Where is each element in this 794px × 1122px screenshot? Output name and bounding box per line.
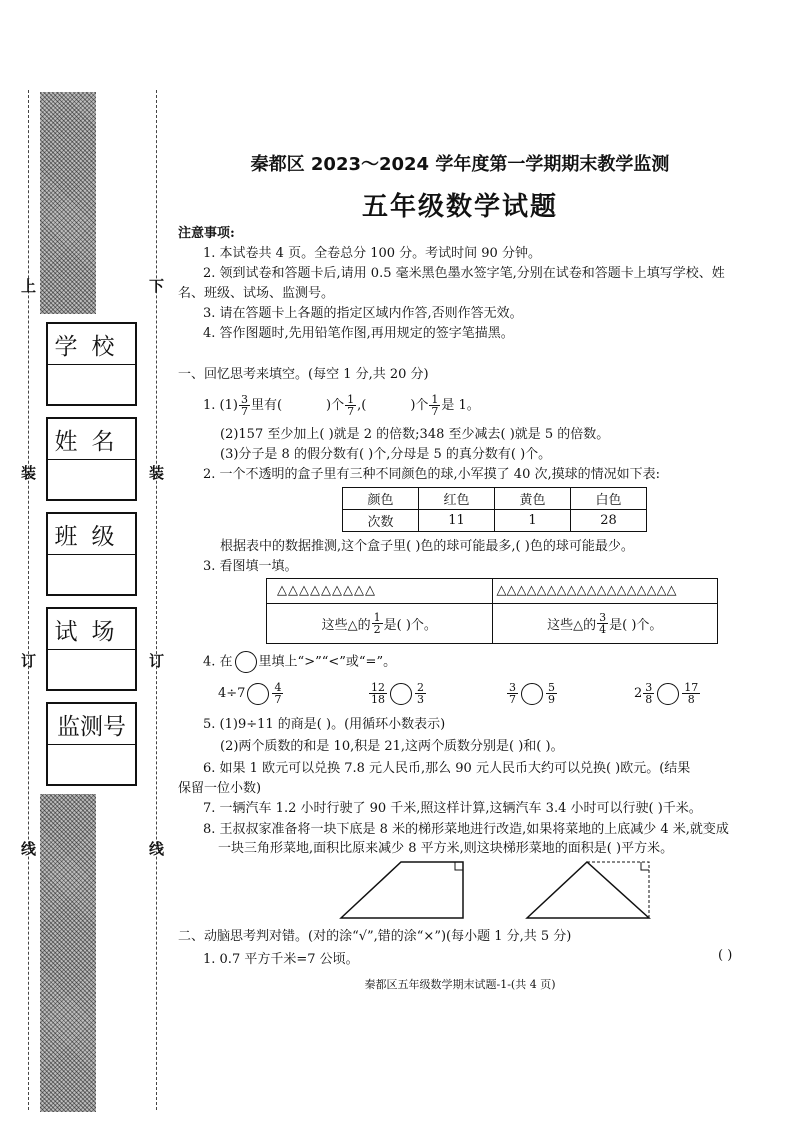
side-label-xian-left: 线 bbox=[21, 840, 37, 858]
name-label: 姓名 bbox=[48, 419, 135, 460]
fraction: $\frac{12}{18}$ bbox=[371, 681, 385, 706]
side-label-ding-right: 订 bbox=[149, 652, 165, 670]
question-8-line1: 8. 王叔叔家准备将一块下底是 8 米的梯形菜地进行改造,如果将菜地的上底减少 4 米,就变成 bbox=[203, 822, 729, 837]
question-1-1: 1. (1) $\frac{3}{7}$ 里有( )个 $\frac{1}{7}$ ,( )个 $\frac{1}{7}$ 是 1。 bbox=[203, 393, 480, 418]
table-row bbox=[343, 488, 647, 510]
binding-pattern-top bbox=[40, 92, 96, 314]
class-box[interactable] bbox=[46, 512, 137, 596]
question-7: 7. 一辆汽车 1.2 小时行驶了 90 千米,照这样计算,这辆汽车 3.4 小时可以行驶( )千米。 bbox=[203, 801, 702, 816]
side-label-zhuang-right: 装 bbox=[149, 464, 165, 482]
table-cell: 1 bbox=[495, 510, 571, 532]
note-item: 4. 答作图题时,先用铅笔作图,再用规定的签字笔描黑。 bbox=[203, 326, 514, 341]
side-label-shang: 上 bbox=[21, 277, 37, 295]
section1-heading: 一、回忆思考来填空。(每空 1 分,共 20 分) bbox=[178, 367, 429, 382]
question-4: 4. 在 里填上“>”“<”或“=”。 bbox=[203, 651, 396, 674]
compare-item-d: 2 $\frac{3}{8}$ $\frac{17}{8}$ bbox=[634, 681, 699, 706]
school-box[interactable] bbox=[46, 322, 137, 406]
question-8-line2: 一块三角形菜地,面积比原来减少 8 平方米,则这块梯形菜地的面积是( )平方米。 bbox=[218, 841, 674, 856]
fraction: $\frac{1}{7}$ bbox=[347, 393, 355, 418]
table-cell: 11 bbox=[419, 510, 495, 532]
ball-color-table bbox=[342, 487, 647, 532]
school-label: 学校 bbox=[48, 324, 135, 365]
fraction: $\frac{1}{2}$ bbox=[373, 611, 381, 636]
compare-item-a: 4÷7 $\frac{4}{7}$ bbox=[218, 681, 282, 706]
judge-question-1: 1. 0.7 平方千米=7 公顷。 bbox=[203, 952, 359, 967]
compare-circle-icon[interactable] bbox=[247, 683, 269, 705]
question-2: 2. 一个不透明的盒子里有三种不同颜色的球,小军摸了 40 次,摸球的情况如下表: bbox=[203, 467, 660, 482]
page-footer: 秦都区五年级数学期末试题-1-(共 4 页) bbox=[364, 978, 556, 991]
note-item: 2. 领到试卷和答题卡后,请用 0.5 毫米黑色墨水签字笔,分别在试卷和答题卡上填写学校、姓 bbox=[203, 266, 725, 281]
question-1-3: (3)分子是 8 的假分数有( )个,分母是 5 的真分数有( )个。 bbox=[220, 447, 552, 462]
exam-title: 秦都区 2023～2024 学年度第一学期期末教学监测 bbox=[250, 154, 670, 175]
fraction: $\frac{3}{8}$ bbox=[645, 681, 653, 706]
fraction: $\frac{5}{9}$ bbox=[548, 681, 555, 706]
side-label-xia: 下 bbox=[149, 277, 165, 295]
triangle-table-left bbox=[267, 579, 492, 643]
fraction: $\frac{1}{7}$ bbox=[431, 393, 439, 418]
fraction: $\frac{4}{7}$ bbox=[274, 681, 282, 706]
triangle-row-left: △△△△△△△△△ bbox=[267, 579, 492, 604]
triangle-question-right: 这些△的 $\frac{3}{4}$ 是( )个。 bbox=[547, 611, 663, 636]
triangle-row-right: △△△△△△△△△△△△△△△△△△ bbox=[493, 579, 718, 604]
exam-number-label: 监测号 bbox=[48, 704, 135, 745]
exam-number-box[interactable] bbox=[46, 702, 137, 786]
triangle-figure bbox=[524, 856, 664, 922]
note-item: 1. 本试卷共 4 页。全卷总分 100 分。考试时间 90 分钟。 bbox=[203, 246, 541, 261]
question-3: 3. 看图填一填。 bbox=[203, 559, 298, 574]
binding-dashed-line-left bbox=[28, 90, 29, 1110]
compare-circle-icon bbox=[235, 651, 257, 673]
question-1-2: (2)157 至少加上( )就是 2 的倍数;348 至少减去( )就是 5 的倍数。 bbox=[220, 427, 610, 442]
note-item: 名、班级、试场、监测号。 bbox=[178, 286, 335, 301]
side-label-ding-left: 订 bbox=[21, 652, 37, 670]
table-cell: 次数 bbox=[343, 510, 419, 532]
compare-item-b bbox=[368, 680, 427, 708]
triangle-table bbox=[266, 578, 718, 644]
compare-item-c bbox=[506, 680, 558, 708]
trapezoid-figure bbox=[338, 856, 478, 922]
fraction: $\frac{3}{4}$ bbox=[599, 611, 607, 636]
class-label: 班级 bbox=[48, 514, 135, 555]
binding-pattern-bottom bbox=[40, 794, 96, 1112]
section2-heading: 二、动脑思考判对错。(对的涂“√”,错的涂“×”)(每小题 1 分,共 5 分) bbox=[178, 929, 572, 944]
fraction: $\frac{2}{3}$ bbox=[417, 681, 424, 706]
question-5-2: (2)两个质数的和是 10,积是 21,这两个质数分别是( )和( )。 bbox=[220, 739, 564, 754]
question-5-1: 5. (1)9÷11 的商是( )。(用循环小数表示) bbox=[203, 717, 446, 732]
fraction: $\frac{3}{7}$ bbox=[509, 681, 516, 706]
exam-subtitle: 五年级数学试题 bbox=[361, 192, 558, 222]
side-label-zhuang-left: 装 bbox=[21, 464, 37, 482]
fraction: $\frac{3}{7}$ bbox=[240, 393, 248, 418]
compare-circle-icon[interactable] bbox=[521, 683, 543, 705]
question-2-followup: 根据表中的数据推测,这个盒子里( )色的球可能最多,( )色的球可能最少。 bbox=[220, 539, 634, 554]
question-6-line1: 6. 如果 1 欧元可以兑换 7.8 元人民币,那么 90 元人民币大约可以兑换( )欧元。(结果 bbox=[203, 761, 691, 776]
table-cell: 颜色 bbox=[343, 488, 419, 510]
answer-bracket[interactable]: ( ) bbox=[718, 948, 733, 963]
table-cell: 红色 bbox=[419, 488, 495, 510]
table-row bbox=[343, 510, 647, 532]
fraction: $\frac{17}{8}$ bbox=[684, 681, 699, 706]
question-6-line2: 保留一位小数) bbox=[178, 781, 262, 796]
binding-dashed-line-right bbox=[156, 90, 157, 1110]
triangle-question-left: 这些△的 $\frac{1}{2}$ 是( )个。 bbox=[321, 611, 437, 636]
triangle-table-right bbox=[492, 579, 718, 643]
exam-room-label: 试场 bbox=[48, 609, 135, 650]
side-label-xian-right: 线 bbox=[149, 840, 165, 858]
compare-circle-icon[interactable] bbox=[390, 683, 412, 705]
table-cell: 黄色 bbox=[495, 488, 571, 510]
table-cell: 28 bbox=[571, 510, 647, 532]
name-box[interactable] bbox=[46, 417, 137, 501]
exam-room-box[interactable] bbox=[46, 607, 137, 691]
note-item: 3. 请在答题卡上各题的指定区域内作答,否则作答无效。 bbox=[203, 306, 523, 321]
table-cell: 白色 bbox=[571, 488, 647, 510]
notes-heading: 注意事项: bbox=[178, 226, 235, 241]
compare-circle-icon[interactable] bbox=[657, 683, 679, 705]
